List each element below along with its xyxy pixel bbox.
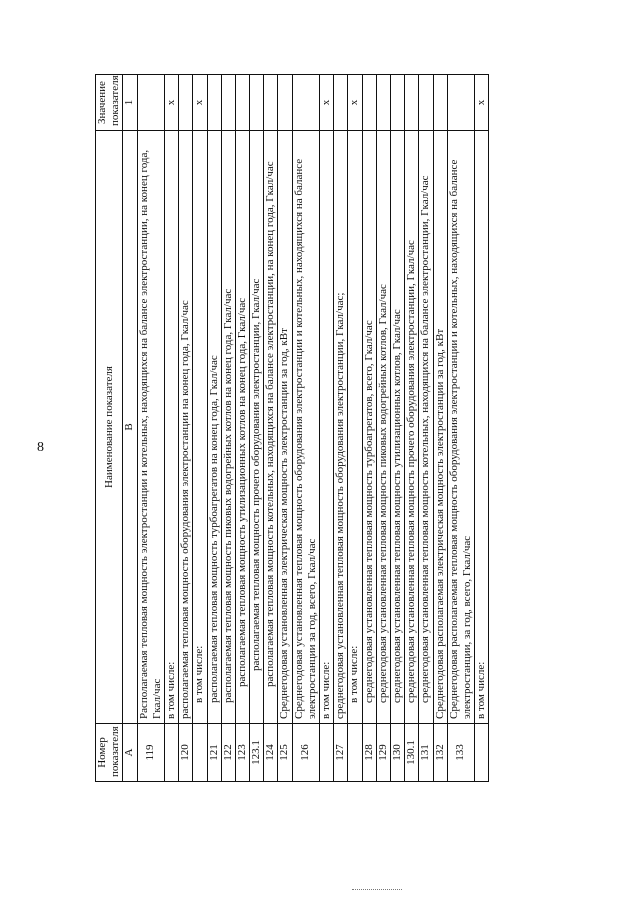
row-name: Среднегодовая установленная тепловая мощность оборудования электростанции и котельных, находящихся на балансе электростанции за год, всего, Гкал/час [292,131,319,724]
row-number: 123.1 [250,724,264,782]
table-row [221,75,235,782]
letter-row [123,75,137,782]
table-row [405,75,419,782]
row-number [164,724,178,782]
row-value [376,75,390,131]
header-name: Наименование показателя [96,131,123,724]
row-name: среднегодовая установленная тепловая мощность пиковых водогрейных котлов, Гкал/час [376,131,390,724]
row-name: располагаемая тепловая мощность прочего оборудования электростанции, Гкал/час [250,131,264,724]
row-name: Среднегодовая располагаемая электрическая мощность электростанции за год, кВт [433,131,447,724]
table-row [179,75,193,782]
header-row [96,75,123,782]
table-row [447,75,474,782]
table-row [320,75,334,782]
row-value [390,75,404,131]
row-value [264,75,278,131]
row-name: Среднегодовая установленная электрическая мощность электростанции за год, кВт [278,131,292,724]
table-row [433,75,447,782]
row-number: 126 [292,724,319,782]
row-number [348,724,362,782]
row-number: 128 [362,724,376,782]
row-name: в том числе: [164,131,178,724]
row-value [334,75,348,131]
row-value: x [320,75,334,131]
row-name: в том числе: [320,131,334,724]
row-number [320,724,334,782]
table-row [193,75,207,782]
row-number: 121 [207,724,221,782]
row-value [179,75,193,131]
table-row [278,75,292,782]
row-number: 125 [278,724,292,782]
table-row [390,75,404,782]
row-name: в том числе: [193,131,207,724]
row-number: 130.1 [405,724,419,782]
row-value [137,75,164,131]
table-row [376,75,390,782]
letter-c: 1 [123,75,137,131]
row-name: среднегодовая установленная тепловая мощность утилизационных котлов, Гкал/час [390,131,404,724]
row-number: 120 [179,724,193,782]
rotated-table-container [95,74,569,782]
row-number: 119 [137,724,164,782]
bottom-scan-mark [352,889,402,890]
page-number: 8 [37,440,44,455]
header-value: Значение показателя [96,75,123,131]
table-row [419,75,433,782]
letter-a: А [123,724,137,782]
row-name: располагаемая тепловая мощность утилизационных котлов на конец года, Гкал/час [235,131,249,724]
row-number [475,724,489,782]
row-value [235,75,249,131]
row-name: располагаемая тепловая мощность котельных, находящихся на балансе электростанции, на конец года, Гкал/час [264,131,278,724]
row-number: 122 [221,724,235,782]
table-row [362,75,376,782]
row-name: среднегодовая установленная тепловая мощность котельных, находящихся на балансе электростанции, Гкал/час [419,131,433,724]
row-number: 133 [447,724,474,782]
row-value [405,75,419,131]
table-row [250,75,264,782]
row-name: Располагаемая тепловая мощность электростанции и котельных, находящихся на балансе электростанции, на конец года, Гкал/час [137,131,164,724]
row-value: x [164,75,178,131]
row-value [362,75,376,131]
row-value [207,75,221,131]
row-number: 132 [433,724,447,782]
row-value [278,75,292,131]
letter-b: В [123,131,137,724]
row-name: располагаемая тепловая мощность турбоагрегатов на конец года, Гкал/час [207,131,221,724]
row-number: 124 [264,724,278,782]
row-name: Среднегодовая располагаемая тепловая мощность оборудования электростанции и котельных, находящихся на балансе электростанции, за год, всего, Гкал/час [447,131,474,724]
row-value: x [475,75,489,131]
table-row [137,75,164,782]
table-row [475,75,489,782]
row-number: 123 [235,724,249,782]
row-name: располагаемая тепловая мощность пиковых водогрейных котлов на конец года, Гкал/час [221,131,235,724]
table-row [334,75,348,782]
table-row [348,75,362,782]
indicators-table [95,74,489,782]
header-number: Номер показателя [96,724,123,782]
row-number [193,724,207,782]
row-number: 129 [376,724,390,782]
row-value [221,75,235,131]
row-name: среднегодовая установленная тепловая мощность турбоагрегатов, всего, Гкал/час [362,131,376,724]
table-row [235,75,249,782]
row-value [433,75,447,131]
row-name: среднегодовая установленная тепловая мощность оборудования электростанции, Гкал/час; [334,131,348,724]
row-value: x [193,75,207,131]
row-value [292,75,319,131]
row-name: располагаемая тепловая мощность оборудования электростанции на конец года, Гкал/час [179,131,193,724]
table-row [264,75,278,782]
row-value [447,75,474,131]
row-number: 130 [390,724,404,782]
row-number: 127 [334,724,348,782]
table-row [207,75,221,782]
row-name: в том числе: [475,131,489,724]
row-value [250,75,264,131]
row-number: 131 [419,724,433,782]
row-value: x [348,75,362,131]
table-row [292,75,319,782]
table-row [164,75,178,782]
row-name: среднегодовая установленная тепловая мощность прочего оборудования электростанции, Гкал/час [405,131,419,724]
row-value [419,75,433,131]
row-name: в том числе: [348,131,362,724]
